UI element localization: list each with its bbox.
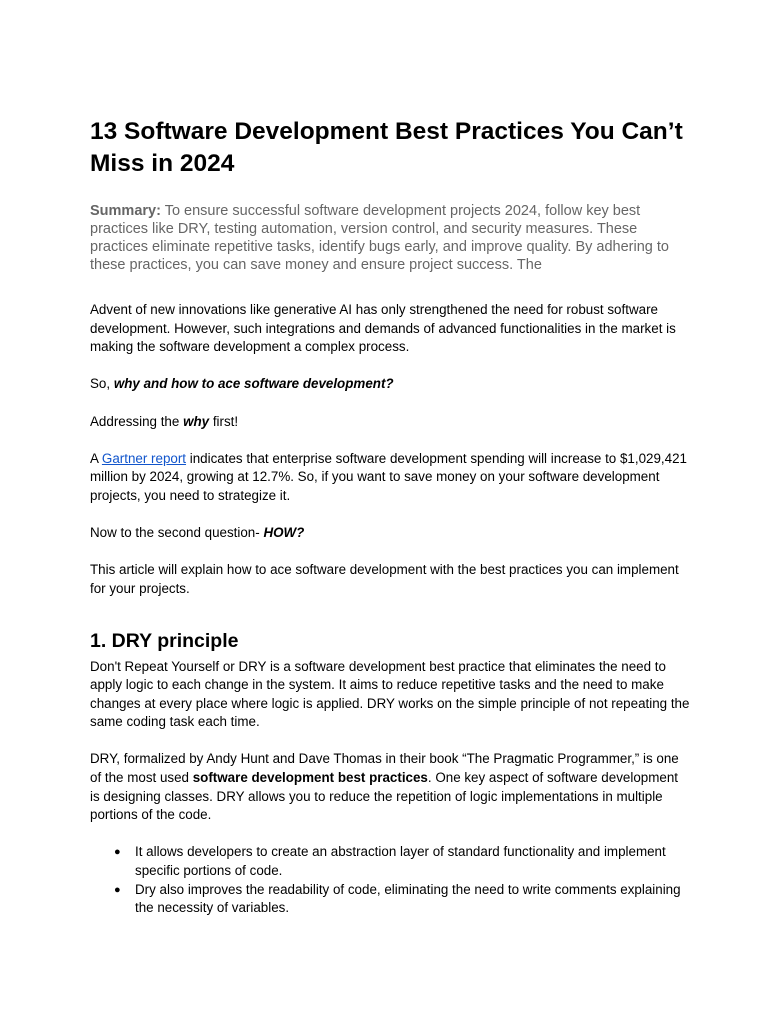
summary-label: Summary:	[90, 203, 161, 219]
question-how	[90, 524, 690, 543]
bullet-icon: ●	[114, 883, 121, 896]
addressing-suffix: first!	[209, 413, 239, 429]
dry-p2-bold: software development best practices	[192, 770, 428, 786]
dry-bullet-list	[90, 843, 690, 917]
addressing-prefix: Addressing the	[90, 413, 184, 429]
bullet-icon: ●	[114, 846, 121, 859]
dry-paragraph-2	[90, 750, 690, 824]
list-item-text: Dry also improves the readability of code, eliminating the need to write comments explaining the necessity of variables.	[135, 881, 681, 916]
question-how-prefix: Now to the second question-	[90, 525, 264, 541]
question-prefix: So,	[90, 376, 114, 392]
gartner-prefix: A	[90, 450, 102, 466]
article-title: 13 Software Development Best Practices You Can’t Miss in 2024	[90, 118, 683, 177]
summary-paragraph	[90, 202, 690, 274]
gartner-paragraph	[90, 450, 690, 506]
question-why-how	[90, 375, 690, 394]
intro-paragraph: Advent of new innovations like generative AI has only strengthened the need for robust software development. However, such integrations and demands of advanced functionalities in the market is making the software development a complex process.	[90, 302, 676, 355]
gartner-report-link[interactable]: Gartner report	[101, 450, 187, 466]
section-heading-dry: 1. DRY principle	[90, 629, 239, 652]
article-body	[90, 116, 690, 918]
list-item-text: It allows developers to create an abstraction layer of standard functionality and implement specific portions of code.	[135, 844, 666, 879]
question-emphasis: why and how to ace software development?	[113, 376, 394, 392]
question-how-emphasis: HOW?	[263, 525, 305, 541]
dry-p2-suffix: . One key aspect of software development is designing classes. DRY allows you to reduce the repetition of logic implementations in multiple portions of the code.	[90, 770, 678, 823]
gartner-suffix: indicates that enterprise software development spending will increase to $1,029,421 million by 2024, growing at 12.7%. So, if you want to save money on your software development projects, you need to strategize it.	[90, 450, 687, 503]
dry-p2-prefix: DRY, formalized by Andy Hunt and Dave Thomas in their book “The Pragmatic Programmer,” is one of the most used	[90, 751, 679, 786]
addressing-why	[90, 413, 690, 432]
article-intro-paragraph: This article will explain how to ace software development with the best practices you can implement for your projects.	[90, 562, 679, 596]
list-item	[90, 881, 690, 918]
addressing-emphasis: why	[183, 413, 210, 429]
dry-paragraph-1: Don't Repeat Yourself or DRY is a software development best practice that eliminates the need to apply logic to each change in the system. It aims to reduce repetitive tasks and the need to make changes at every place where logic is applied. DRY works on the simple principle of not repeating the same coding task each time.	[90, 658, 690, 730]
summary-text: To ensure successful software development projects 2024, follow key best practices like DRY, testing automation, version control, and security measures. These practices eliminate repetitive tasks, identify bugs early, and improve quality. By adhering to these practices, you can save money and ensure project success. The	[90, 203, 669, 273]
list-item	[90, 843, 690, 880]
